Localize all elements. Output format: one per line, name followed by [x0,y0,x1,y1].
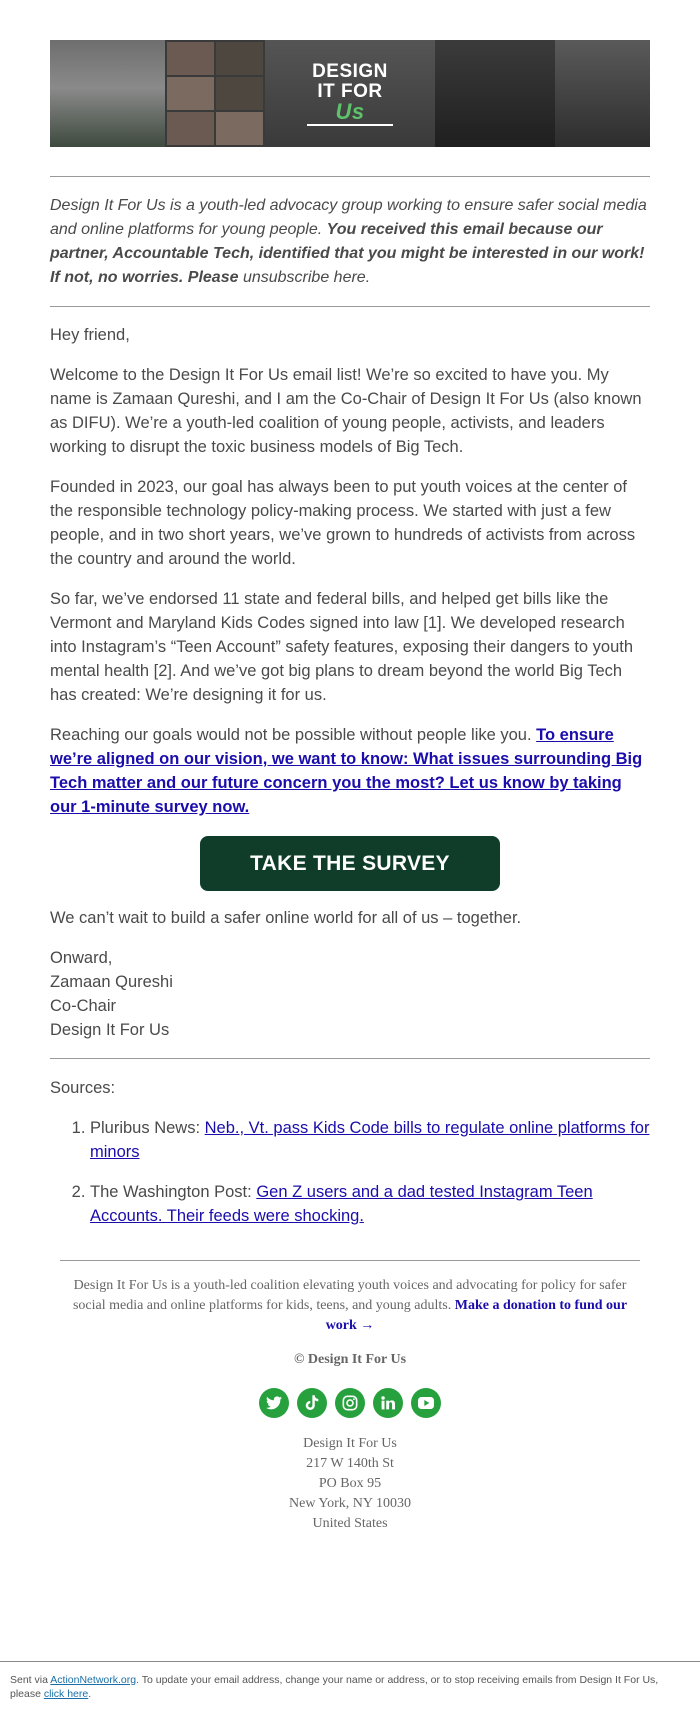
donate-link[interactable]: Make a donation to fund our work → [325,1298,628,1333]
sent-via-prefix: Sent via [10,1674,48,1686]
paragraph-survey [50,723,650,819]
divider [60,1260,640,1261]
sources-heading: Sources: [50,1079,116,1097]
footer-about [60,1276,640,1336]
signoff-name: Zamaan Qureshi [50,973,173,991]
intro-text [50,194,650,290]
header-banner [50,40,650,147]
twitter-icon[interactable] [259,1388,289,1418]
sent-via-notice: Sent via ActionNetwork.org. To update your email address, change your name or address, or to stop receiving emails from Design It For Us, please click here. [10,1674,659,1700]
difu-logo [285,62,415,126]
sources-section [50,1076,650,1244]
address-line: New York, NY 10030 [289,1496,411,1511]
source-link[interactable]: Gen Z users and a dad tested Instagram Teen Accounts. Their feeds were shocking. [90,1183,593,1225]
linkedin-icon[interactable] [373,1388,403,1418]
signoff-title: Co-Chair [50,997,117,1015]
signoff-org: Design It For Us [50,1021,170,1039]
source-item [90,1116,650,1164]
address-line: PO Box 95 [318,1476,382,1491]
unsubscribe-link[interactable]: unsubscribe here. [242,269,371,286]
update-notice: . To update your email address, change your name or address, or to stop receiving emails from Design It For Us, please [10,1674,659,1700]
logo-line1: DESIGN [312,61,388,82]
paragraph-welcome: Welcome to the Design It For Us email list! We’re so excited to have you. My name is Zamaan Qureshi, and I am the Co-Chair of Design It For Us (also known as DIFU). We’re a youth-led coalition of young people, activists, and leaders working to disrupt the toxic business models of Big Tech. [50,366,642,456]
manage-subscription-link[interactable]: click here [43,1688,89,1700]
take-survey-button[interactable]: TAKE THE SURVEY [200,836,500,891]
footer [60,1276,640,1534]
divider [50,306,650,307]
activist-photo [555,40,650,147]
paragraph-founded: Founded in 2023, our goal has always been to put youth voices at the center of the responsible technology policy-making process. We started with just a few people, and in two short years, we’ve grown to hundreds of activists from across the country and around the world. [50,478,636,568]
copyright: © Design It For Us [293,1352,407,1367]
mailing-address [60,1434,640,1534]
intro-italic: Design It For Us is a youth-led advocacy group working to ensure safer social media and online platforms for young people. [50,197,647,238]
address-line: United States [312,1516,388,1531]
instagram-icon[interactable] [335,1388,365,1418]
survey-lead: Reaching our goals would not be possible without people like you. [50,726,532,744]
source-link[interactable]: Neb., Vt. pass Kids Code bills to regulate online platforms for minors [90,1119,650,1161]
bottom-divider [0,1661,700,1662]
closing-line: We can’t wait to build a safer online world for all of us – together. [50,909,522,927]
address-line: 217 W 140th St [306,1456,394,1471]
footer-about-text: Design It For Us is a youth-led coalition elevating youth voices and advocating for policy for safer social media and online platforms for kids, teens, and young adults. [72,1278,627,1313]
social-links [60,1388,640,1418]
youtube-icon[interactable] [411,1388,441,1418]
intro-bold: You received this email because our partner, Accountable Tech, identified that you might be interested in our work! If not, no worries. Please [50,221,645,286]
logo-line3: Us [335,99,365,124]
survey-link[interactable]: To ensure we’re aligned on our vision, we want to know: What issues surrounding Big Tech matter and our future concern you the most? Let us know by taking our 1-minute survey now. [50,726,643,816]
source-item [90,1180,650,1228]
video-call-collage [165,40,265,147]
capitol-photo [50,40,165,147]
greeting: Hey friend, [50,326,130,344]
divider [50,1058,650,1059]
actionnetwork-link[interactable]: ActionNetwork.org [50,1674,137,1686]
source-outlet: The Washington Post: [90,1183,252,1201]
logo-line2: IT FOR [317,81,383,102]
divider [50,176,650,177]
signoff-line: Onward, [50,949,113,967]
tiktok-icon[interactable] [297,1388,327,1418]
signoff [50,946,650,1042]
address-line: Design It For Us [303,1436,397,1451]
hearing-photo [435,40,555,147]
paragraph-progress: So far, we’ve endorsed 11 state and federal bills, and helped get bills like the Vermont and Maryland Kids Codes signed into law [1]. We developed research into Instagram’s “Teen Account” safety features, exposing their dangers to youth mental health [2]. And we’ve got big plans to dream beyond the world Big Tech has created: We’re designing it for us. [50,590,634,704]
source-outlet: Pluribus News: [90,1119,201,1137]
